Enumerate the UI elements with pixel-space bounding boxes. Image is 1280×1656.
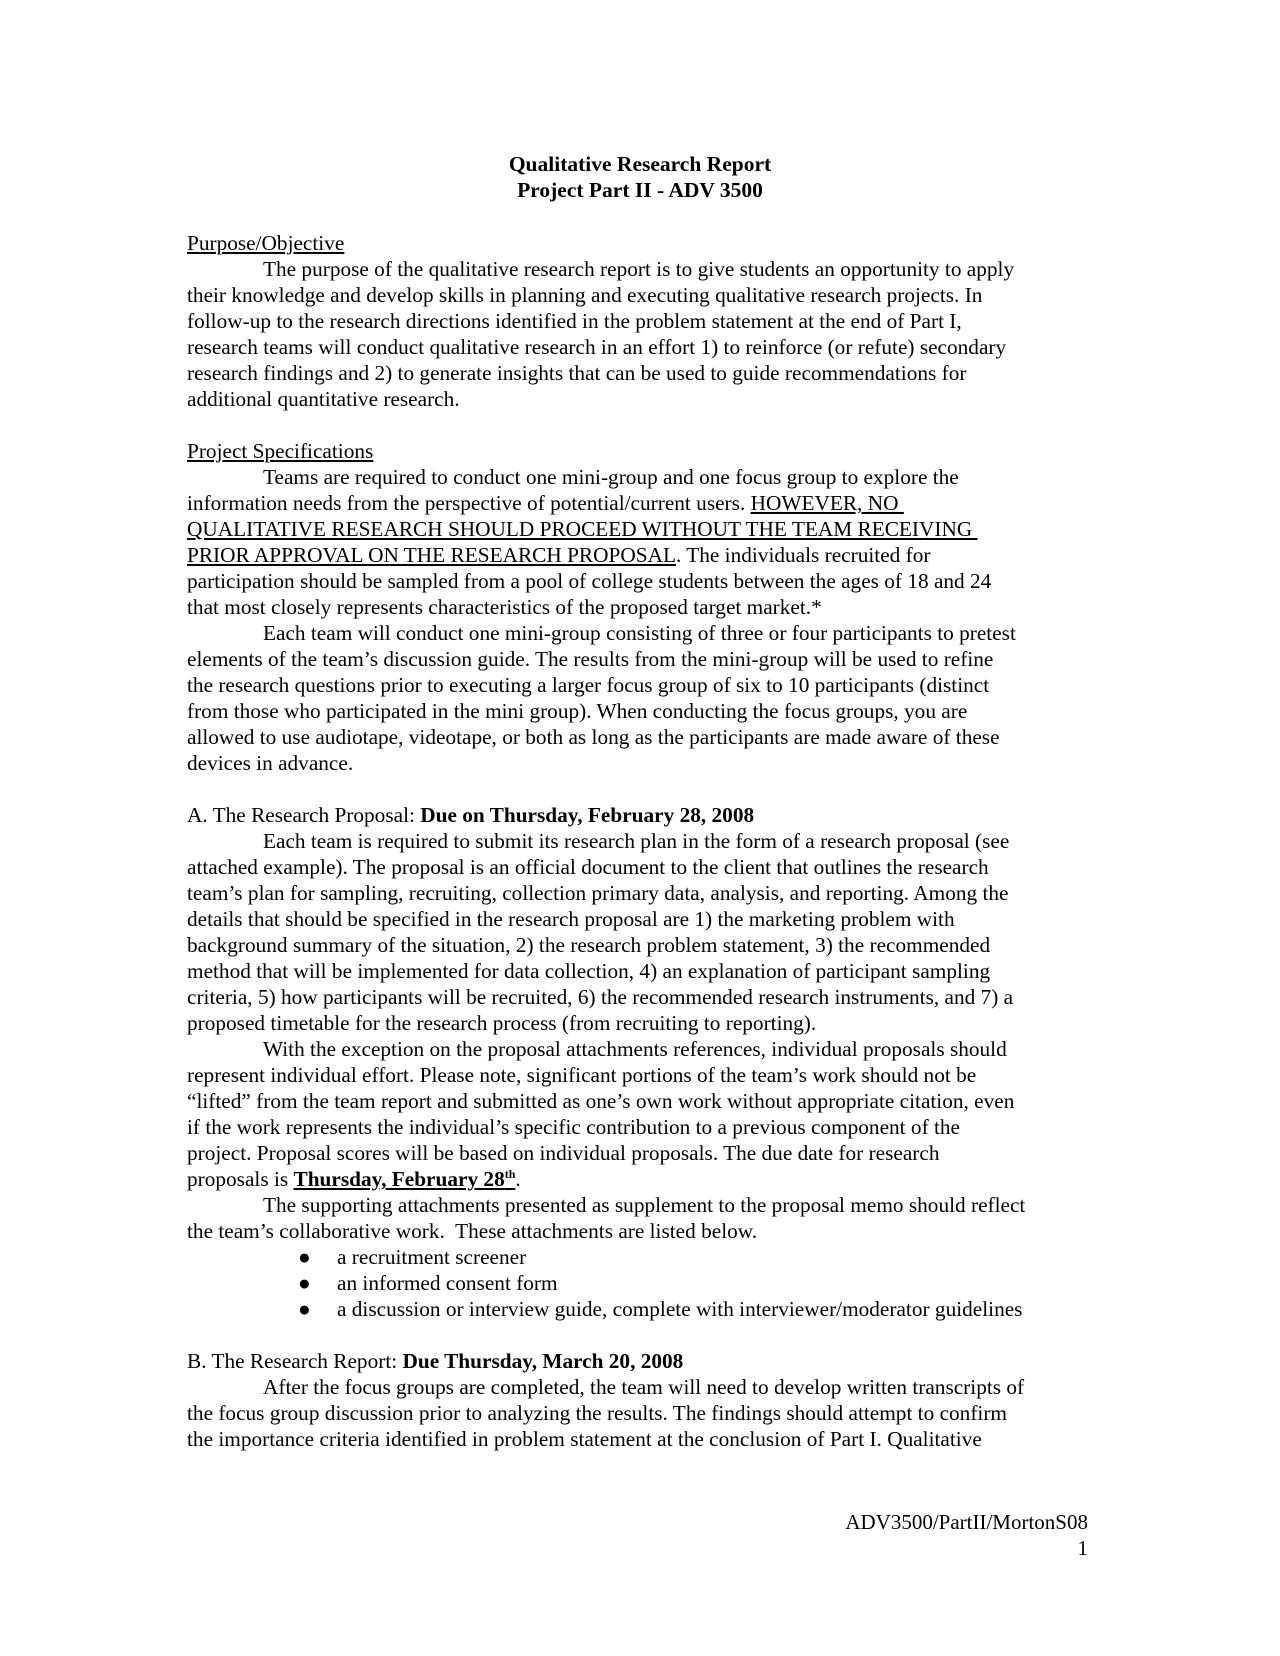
approval-warning: QUALITATIVE RESEARCH SHOULD PROCEED WITHOUT THE TEAM RECEIVING — [187, 517, 978, 541]
section-a-line: attached example). The proposal is an official document to the client that outlines the research — [187, 855, 989, 879]
section-a-heading — [187, 802, 754, 828]
bullet-icon: ● — [298, 1245, 311, 1269]
approval-warning: HOWEVER, NO — [750, 491, 904, 515]
proposal-due-date — [294, 1167, 516, 1191]
purpose-line: follow-up to the research directions identified in the problem statement at the end of Part I, — [187, 309, 962, 333]
purpose-line: research findings and 2) to generate insights that can be used to guide recommendations for — [187, 361, 967, 385]
section-a-line: With the exception on the proposal attachments references, individual proposals should — [263, 1037, 1007, 1061]
section-a-line: method that will be implemented for data collection, 4) an explanation of participant sampling — [187, 959, 991, 983]
purpose-line: The purpose of the qualitative research report is to give students an opportunity to apply — [263, 257, 1015, 281]
list-item: a discussion or interview guide, complete with interviewer/moderator guidelines — [337, 1297, 1023, 1321]
section-a-line: “lifted” from the team report and submitted as one’s own work without appropriate citation, even — [187, 1089, 1015, 1113]
specs-line: Each team will conduct one mini-group consisting of three or four participants to pretest — [263, 621, 1016, 645]
specs-line: allowed to use audiotape, videotape, or both as long as the participants are made aware of these — [187, 725, 1000, 749]
specs-line: from those who participated in the mini group). When conducting the focus groups, you are — [187, 699, 968, 723]
purpose-line: research teams will conduct qualitative research in an effort 1) to reinforce (or refute) secondary — [187, 335, 1007, 359]
section-a-line: Each team is required to submit its research plan in the form of a research proposal (see — [263, 829, 1010, 853]
section-b-due-date: Due Thursday, March 20, 2008 — [402, 1349, 684, 1373]
section-b-line: the importance criteria identified in problem statement at the conclusion of Part I. Qualitative — [187, 1427, 982, 1451]
specs-text: . The individuals recruited for — [675, 543, 931, 567]
ordinal-suffix: th — [504, 1167, 516, 1181]
footer-reference: ADV3500/PartII/MortonS08 — [845, 1510, 1088, 1534]
section-a-line: project. Proposal scores will be based on individual proposals. The due date for research — [187, 1141, 940, 1165]
section-a-text: . — [515, 1167, 521, 1191]
purpose-line: their knowledge and develop skills in planning and executing qualitative research projects. In — [187, 283, 983, 307]
section-a-line: details that should be specified in the research proposal are 1) the marketing problem with — [187, 907, 955, 931]
page-number: 1 — [1077, 1536, 1088, 1560]
section-a-line: the team’s collaborative work. These attachments are listed below. — [187, 1219, 758, 1243]
section-a-line: The supporting attachments presented as supplement to the proposal memo should reflect — [263, 1193, 1026, 1217]
specs-line: elements of the team’s discussion guide. The results from the mini-group will be used to refine — [187, 647, 994, 671]
specs-line: Teams are required to conduct one mini-group and one focus group to explore the — [263, 465, 959, 489]
purpose-line: additional quantitative research. — [187, 387, 460, 411]
section-a-label: A. The Research Proposal: — [187, 803, 421, 827]
bullet-icon: ● — [298, 1271, 311, 1295]
list-item: an informed consent form — [337, 1271, 558, 1295]
approval-warning: PRIOR APPROVAL ON THE RESEARCH PROPOSAL — [187, 543, 676, 567]
proposal-due-date-text: Thursday, February 28 — [293, 1167, 505, 1191]
section-b-line: the focus group discussion prior to analyzing the results. The findings should attempt to confirm — [187, 1401, 1007, 1425]
document-title: Qualitative Research Report — [508, 152, 772, 176]
section-a-line: team’s plan for sampling, recruiting, collection primary data, analysis, and reporting. Among the — [187, 881, 1009, 905]
section-b-label: B. The Research Report: — [187, 1349, 403, 1373]
specs-line — [187, 490, 904, 516]
section-b-heading — [187, 1348, 683, 1374]
section-a-due-date: Due on Thursday, February 28, 2008 — [420, 803, 755, 827]
section-a-line: if the work represents the individual’s specific contribution to a previous component of the — [187, 1115, 960, 1139]
specs-line: that most closely represents characteristics of the proposed target market.* — [187, 595, 822, 619]
specs-text: information needs from the perspective of potential/current users. — [187, 491, 751, 515]
section-a-line: represent individual effort. Please note, significant portions of the team’s work should not be — [187, 1063, 977, 1087]
specs-line: the research questions prior to executing a larger focus group of six to 10 participants (distinct — [187, 673, 990, 697]
section-a-line: proposed timetable for the research process (from recruiting to reporting). — [187, 1011, 817, 1035]
bullet-icon: ● — [298, 1297, 311, 1321]
specs-heading: Project Specifications — [187, 439, 374, 463]
specs-line — [187, 542, 930, 568]
section-a-line: criteria, 5) how participants will be recruited, 6) the recommended research instruments, and 7) a — [187, 985, 1014, 1009]
section-a-text: proposals is — [187, 1167, 294, 1191]
section-a-line: background summary of the situation, 2) the research problem statement, 3) the recommended — [187, 933, 991, 957]
specs-line: devices in advance. — [187, 751, 354, 775]
specs-line: participation should be sampled from a pool of college students between the ages of 18 and 24 — [187, 569, 992, 593]
section-b-line: After the focus groups are completed, the team will need to develop written transcripts of — [263, 1375, 1025, 1399]
purpose-heading: Purpose/Objective — [187, 231, 345, 255]
section-a-line — [187, 1166, 521, 1192]
list-item: a recruitment screener — [337, 1245, 527, 1269]
document-subtitle: Project Part II - ADV 3500 — [517, 178, 763, 202]
